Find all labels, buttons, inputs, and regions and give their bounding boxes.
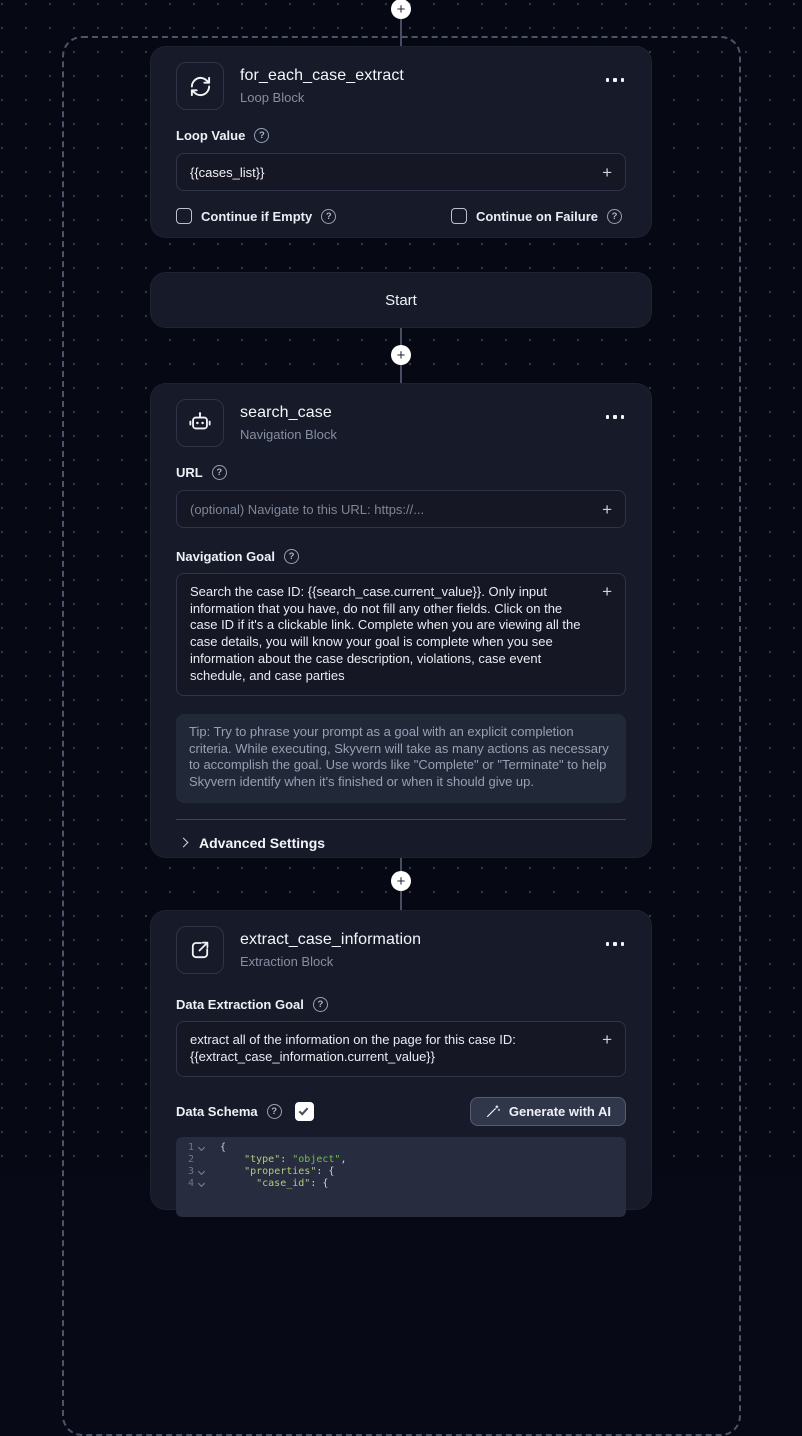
magic-wand-icon bbox=[485, 1104, 500, 1119]
navigation-block-title: search_case bbox=[240, 404, 332, 421]
code-line: 4 "case_id": { bbox=[187, 1178, 329, 1190]
data-schema-help-icon[interactable]: ? bbox=[267, 1104, 282, 1119]
schema-code-lines bbox=[176, 1142, 626, 1190]
robot-icon bbox=[187, 410, 213, 436]
navigation-block-divider bbox=[176, 819, 626, 820]
navigation-goal-help-icon[interactable]: ? bbox=[284, 549, 299, 564]
navigation-block-icon-box bbox=[176, 399, 224, 447]
navigation-block-subtitle: Navigation Block bbox=[240, 427, 337, 442]
code-line: 1 { bbox=[187, 1142, 227, 1154]
navigation-goal-add-parameter-icon[interactable]: + bbox=[602, 582, 612, 601]
data-extraction-goal-help-icon[interactable]: ? bbox=[313, 997, 328, 1012]
loop-value-text: {{cases_list}} bbox=[190, 164, 265, 180]
loop-block-menu-button[interactable] bbox=[604, 72, 627, 88]
code-line: 2 "type": "object", bbox=[187, 1154, 347, 1166]
data-extraction-goal-textarea[interactable] bbox=[176, 1021, 626, 1077]
extraction-block-header bbox=[176, 911, 626, 974]
continue-if-empty-label: Continue if Empty bbox=[201, 208, 313, 224]
loop-icon bbox=[189, 75, 212, 98]
extraction-block-card[interactable] bbox=[150, 910, 652, 1210]
extraction-block-icon-box bbox=[176, 926, 224, 974]
url-add-parameter-icon[interactable]: + bbox=[602, 499, 612, 519]
navigation-block-menu-button[interactable] bbox=[604, 409, 627, 425]
loop-block-subtitle: Loop Block bbox=[240, 90, 305, 105]
url-label: URL bbox=[176, 465, 203, 480]
continue-on-failure-checkbox[interactable] bbox=[451, 208, 467, 224]
loop-block-card[interactable] bbox=[150, 46, 652, 238]
navigation-block-card[interactable] bbox=[150, 383, 652, 858]
url-help-icon[interactable]: ? bbox=[212, 465, 227, 480]
navigation-goal-tip: Tip: Try to phrase your prompt as a goal with an explicit completion criteria. While executing, Skyvern will take as many actions as necessary to accomplish the goal. Use words like "Complete" or "Terminate" to help Skyvern identify when it's finished or when it should give up. bbox=[176, 714, 626, 802]
loop-value-input[interactable] bbox=[176, 153, 626, 191]
chevron-right-icon bbox=[179, 838, 189, 848]
navigation-goal-text: Search the case ID: {{search_case.current_value}}. Only input information that you have, do not fill any other fields. Click on the case ID if it's a clickable link. Complete when you are viewing all the case details, you will know your goal is complete when you see information about the case description, violations, case event schedule, and case parties bbox=[190, 584, 581, 683]
loop-block-header bbox=[176, 47, 626, 110]
loop-value-label: Loop Value bbox=[176, 128, 246, 143]
data-extraction-goal-label: Data Extraction Goal bbox=[176, 997, 304, 1012]
data-schema-code-editor[interactable] bbox=[176, 1137, 626, 1217]
url-input[interactable] bbox=[176, 490, 626, 528]
continue-on-failure-help-icon[interactable]: ? bbox=[607, 209, 622, 224]
loop-value-help-icon[interactable]: ? bbox=[254, 128, 269, 143]
generate-with-ai-button[interactable]: Generate with AI bbox=[470, 1097, 626, 1126]
extraction-block-menu-button[interactable] bbox=[604, 936, 627, 952]
add-block-button-top[interactable]: + bbox=[391, 0, 411, 19]
start-node-label: Start bbox=[385, 291, 417, 309]
add-block-button-1[interactable]: + bbox=[391, 345, 411, 365]
data-schema-checkbox[interactable] bbox=[295, 1102, 314, 1121]
add-block-button-2[interactable]: + bbox=[391, 871, 411, 891]
navigation-goal-label: Navigation Goal bbox=[176, 549, 275, 564]
start-node[interactable] bbox=[150, 272, 652, 328]
continue-if-empty-help-icon[interactable]: ? bbox=[321, 209, 336, 224]
loop-block-title: for_each_case_extract bbox=[240, 67, 404, 84]
data-schema-label: Data Schema bbox=[176, 1104, 258, 1120]
data-extraction-goal-text: extract all of the information on the page for this case ID: {{extract_case_information.current_value}} bbox=[190, 1032, 516, 1064]
extraction-block-subtitle: Extraction Block bbox=[240, 954, 334, 969]
extract-share-icon bbox=[188, 938, 212, 962]
advanced-settings-toggle[interactable] bbox=[176, 835, 626, 851]
advanced-settings-label: Advanced Settings bbox=[199, 834, 326, 851]
navigation-block-header bbox=[176, 384, 626, 447]
data-extraction-goal-add-parameter-icon[interactable]: + bbox=[602, 1030, 612, 1049]
code-line: 3 "properties": { bbox=[187, 1166, 335, 1178]
url-placeholder-text: (optional) Navigate to this URL: https://... bbox=[190, 501, 425, 517]
loop-block-icon-box bbox=[176, 62, 224, 110]
connector-line-top bbox=[400, 16, 402, 46]
navigation-goal-textarea[interactable] bbox=[176, 573, 626, 696]
continue-on-failure-label: Continue on Failure bbox=[475, 208, 598, 224]
continue-if-empty-checkbox[interactable] bbox=[176, 208, 192, 224]
loop-value-add-parameter-icon[interactable]: + bbox=[602, 162, 612, 182]
extraction-block-title: extract_case_information bbox=[240, 931, 422, 948]
